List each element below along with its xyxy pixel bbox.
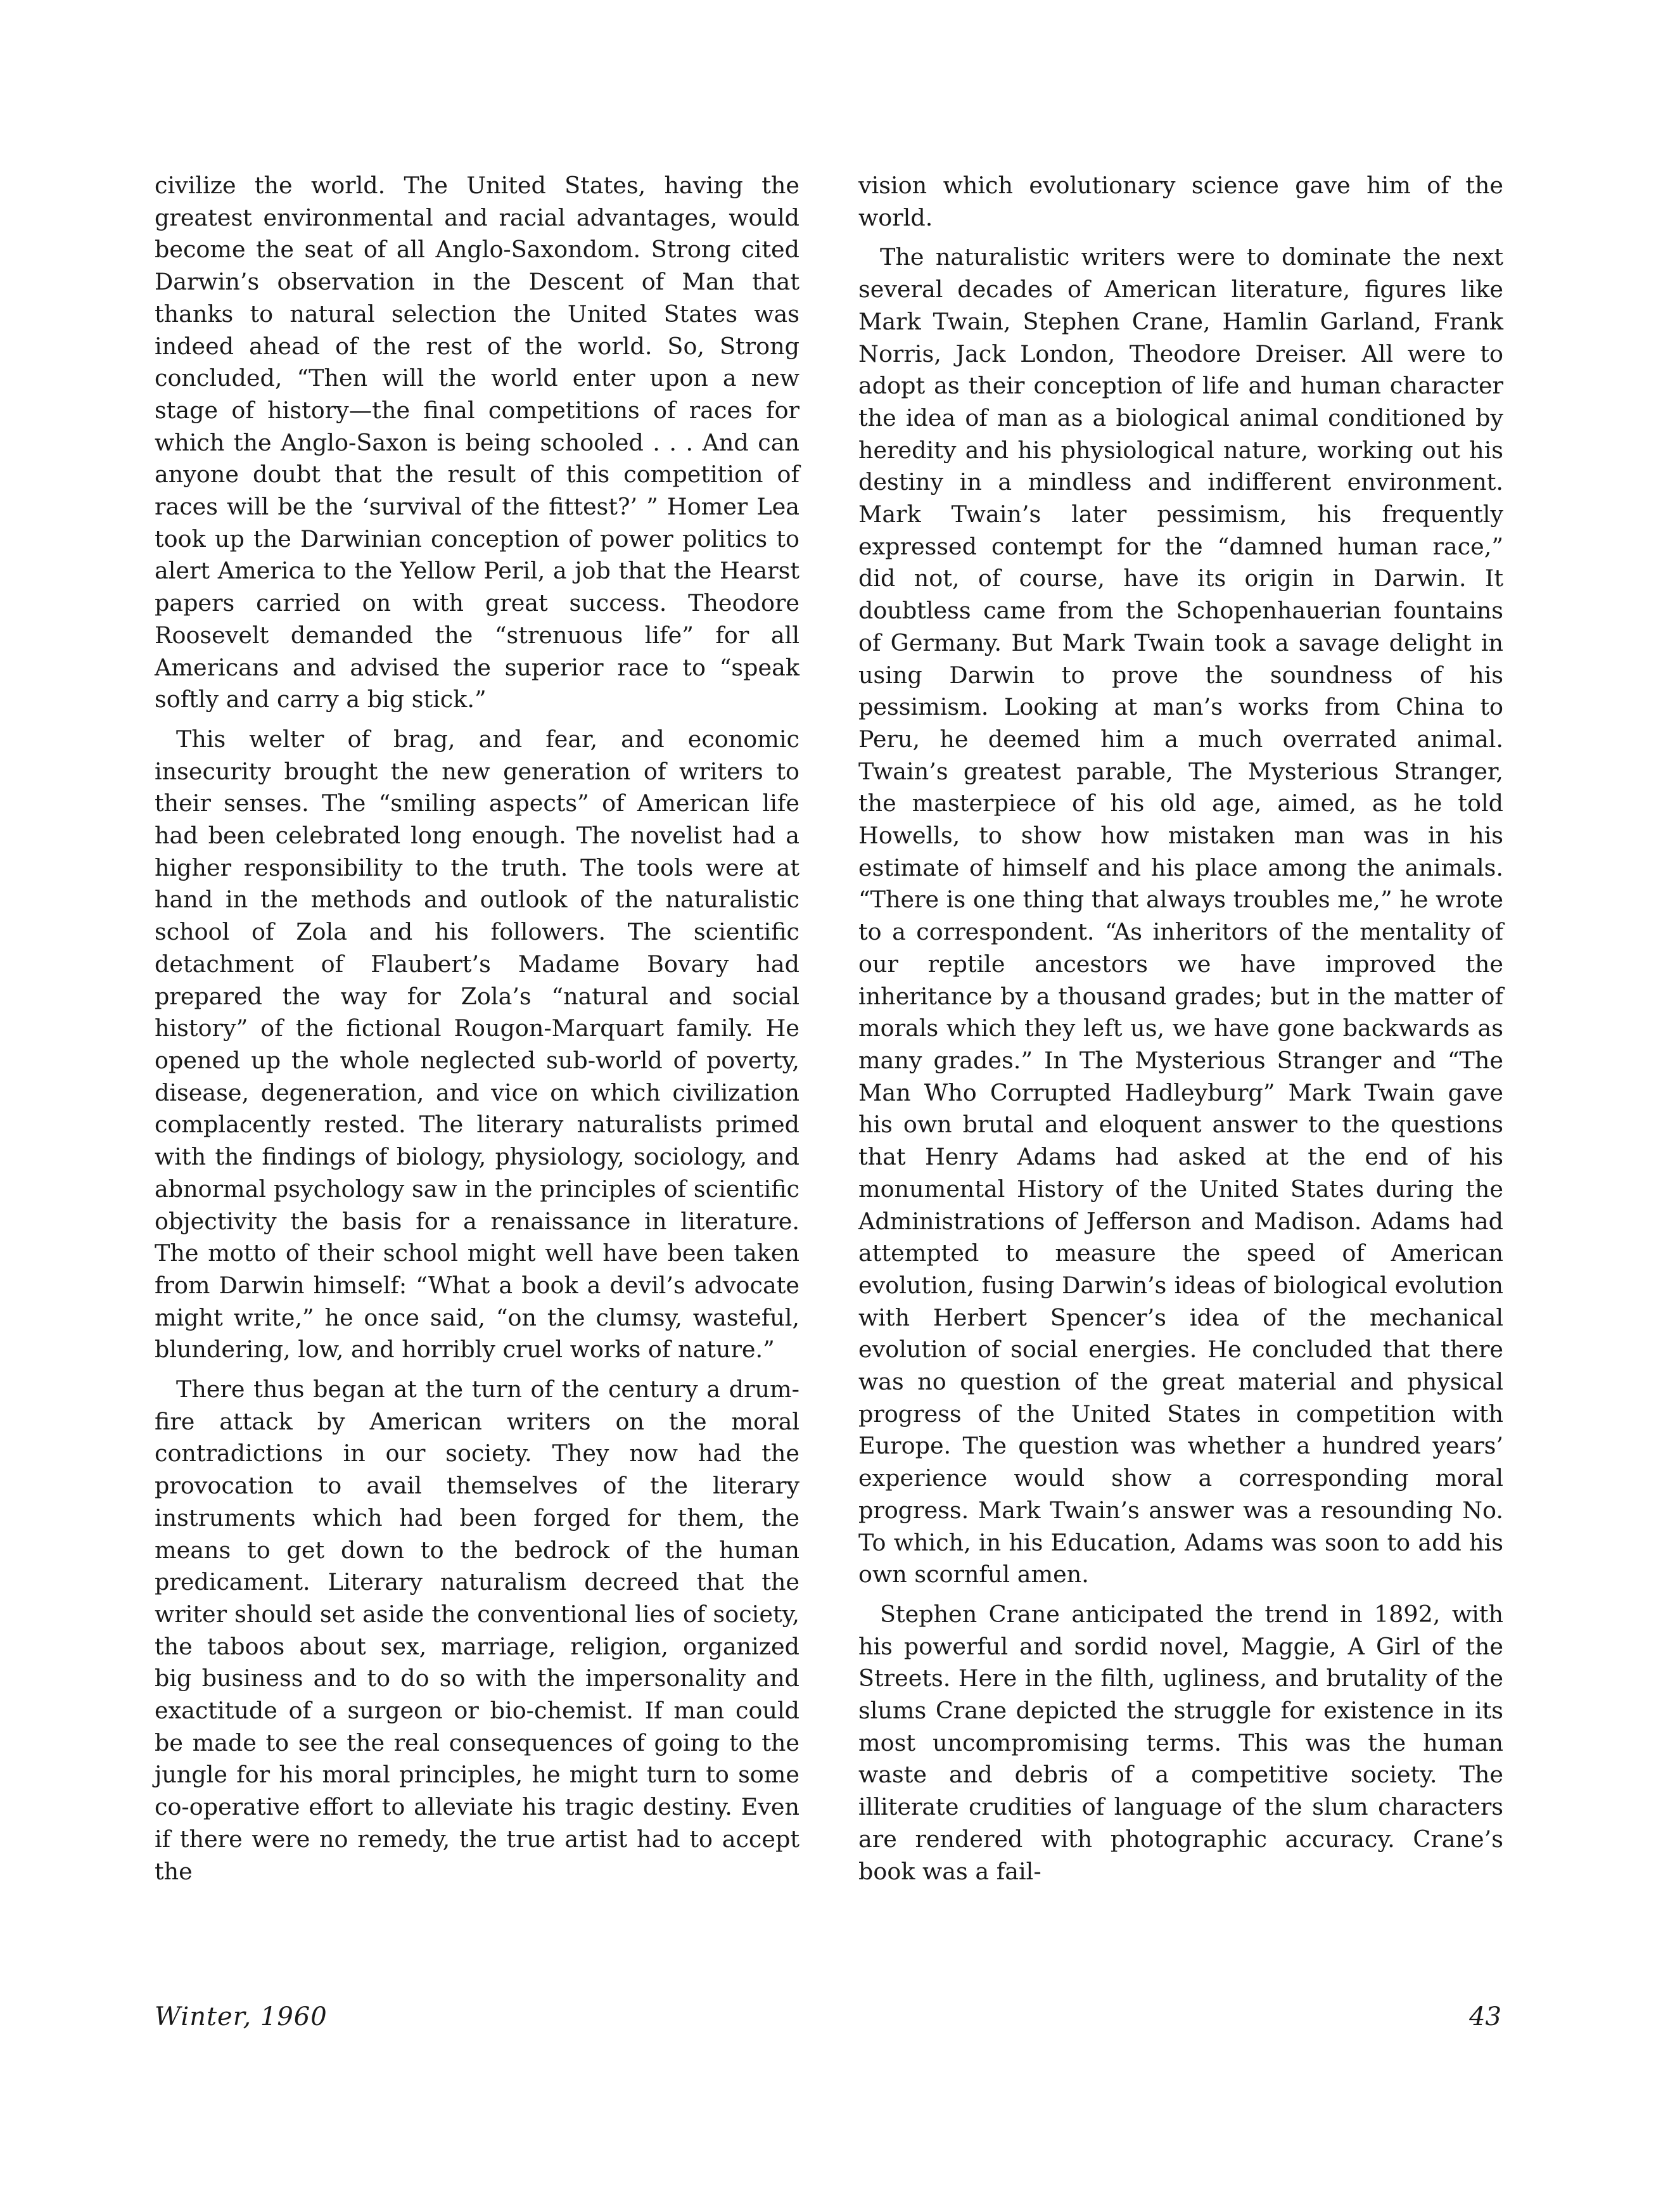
left-column — [155, 170, 799, 1888]
issue-date: Winter, 1960 — [155, 2002, 328, 2031]
page-number: 43 — [1469, 2002, 1501, 2031]
paragraph: This welter of brag, and fear, and economic insecurity brought the new generation of writers to their senses. The “smiling aspects” of American life had been celebrated long enough. The novelist had a higher responsibility to the truth. The tools were at hand in the methods and outlook of the naturalistic school of Zola and his followers. The scientific detachment of Flaubert’s Madame Bovary had prepared the way for Zola’s “natural and social history” of the fictional Rougon-Marquart family. He opened up the whole neglected sub-world of poverty, disease, degeneration, and vice on which civilization complacently rested. The literary naturalists primed with the findings of biology, physiology, sociology, and abnormal psychology saw in the principles of scientific objectivity the basis for a renaissance in literature. The motto of their school might well have been taken from Darwin himself: “What a book a devil’s advocate might write,” he once said, “on the clumsy, wasteful, blundering, low, and horribly cruel works of nature.” — [155, 725, 799, 1364]
paragraph: The naturalistic writers were to dominate the next several decades of American literature, figures like Mark Twain, Stephen Crane, Hamlin Garland, Frank Norris, Jack London, Theodore Dreiser. All were to adopt as their conception of life and human character the idea of man as a biological animal conditioned by heredity and his physiological nature, working out his destiny in a mindless and indifferent environment. Mark Twain’s later pessimism, his frequently expressed contempt for the “damned human race,” did not, of course, have its origin in Darwin. It doubtless came from the Schopenhauerian fountains of Germany. But Mark Twain took a savage delight in using Darwin to prove the soundness of his pessimism. Looking at man’s works from China to Peru, he deemed him a much overrated animal. Twain’s greatest parable, The Mysterious Stranger, the masterpiece of his old age, aimed, as he told Howells, to show how mistaken man was in his estimate of himself and his place among the animals. “There is one thing that always troubles me,” he wrote to a correspondent. “As inheritors of the mentality of our reptile ancestors we have improved the inheritance by a thousand grades; but in the matter of morals which they left us, we have gone backwards as many grades.” In The Mysterious Stranger and “The Man Who Corrupted Hadleyburg” Mark Twain gave his own brutal and eloquent answer to the questions that Henry Adams had asked at the end of his monumental History of the United States during the Administrations of Jefferson and Madison. Adams had attempted to measure the speed of American evolution, fusing Darwin’s ideas of biological evolution with Herbert Spencer’s idea of the mechanical evolution of social energies. He concluded that there was no question of the great material and physical progress of the United States in competition with Europe. The question was whether a hundred years’ experience would show a corresponding moral progress. Mark Twain’s answer was a resounding No. To which, in his Education, Adams was soon to add his own scornful amen. — [858, 243, 1503, 1589]
paragraph: Stephen Crane anticipated the trend in 1892, with his powerful and sordid novel, Maggie, A Girl of the Streets. Here in the filth, ugliness, and brutality of the slums Crane depicted the struggle for existence in its most uncompromising terms. This was the human waste and debris of a competitive society. The illiterate crudities of language of the slum characters are rendered with photographic accuracy. Crane’s book was a fail- — [858, 1600, 1503, 1885]
paragraph: civilize the world. The United States, having the greatest environmental and racial advantages, would become the seat of all Anglo-Saxondom. Strong cited Darwin’s observation in the Descent of Man that thanks to natural selection the United States was indeed ahead of the rest of the world. So, Strong concluded, “Then will the world enter upon a new stage of history—the final competitions of races for which the Anglo-Saxon is being schooled . . . And can anyone doubt that the result of this competition of races will be the ‘survival of the fittest?’ ” Homer Lea took up the Darwinian conception of power politics to alert America to the Yellow Peril, a job that the Hearst papers carried on with great success. Theodore Roosevelt demanded the “strenuous life” for all Americans and advised the superior race to “speak softly and carry a big stick.” — [155, 172, 799, 713]
paragraph: There thus began at the turn of the century a drum-fire attack by American writers on the moral contradictions in our society. They now had the provocation to avail themselves of the literary instruments which had been forged for them, the means to get down to the bedrock of the human predicament. Literary naturalism decreed that the writer should set aside the conventional lies of society, the taboos about sex, marriage, religion, organized big business and to do so with the impersonality and exactitude of a surgeon or bio-chemist. If man could be made to see the real consequences of going to the jungle for his moral principles, he might turn to some co-operative effort to alleviate his tragic destiny. Even if there were no remedy, the true artist had to accept the — [155, 1376, 799, 1885]
paragraph: vision which evolutionary science gave him of the world. — [858, 172, 1503, 231]
right-column — [858, 170, 1503, 1888]
